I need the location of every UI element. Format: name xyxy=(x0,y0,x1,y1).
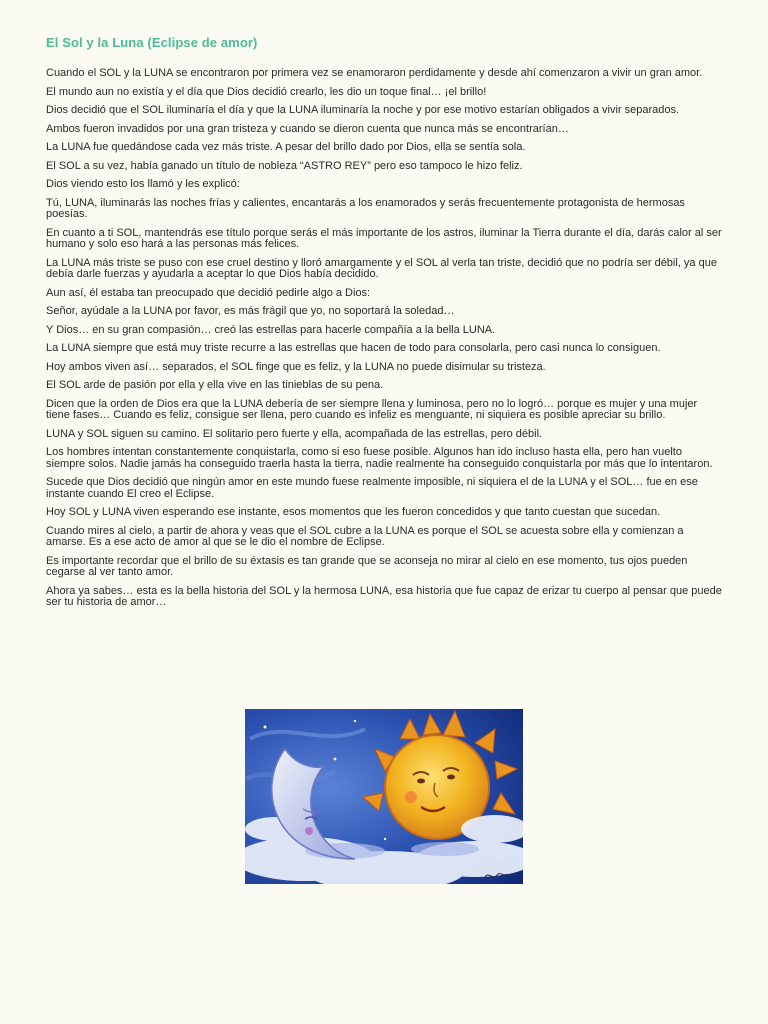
story-paragraph: Cuando el SOL y la LUNA se encontraron por primera vez se enamoraron perdidamente y desde ahí comenzaron a vivir un gran amor. xyxy=(46,67,703,79)
story-paragraph: Hoy ambos viven así… separados, el SOL finge que es feliz, y la LUNA no puede disimular su tristeza. xyxy=(46,360,546,373)
story-paragraph: La LUNA más triste se puso con ese cruel destino y lloró amargamente y el SOL al verla tan triste, decidió que no podría ser débil, ya que debía darle fuerzas y ayudarla a aceptar lo que Dios había decidido. xyxy=(46,256,717,280)
story-paragraph: Dicen que la orden de Dios era que la LUNA debería de ser siempre llena y luminosa, pero no lo logró… porque es mujer y una mujer tiene fases… Cuando es feliz, consigue ser llena, pero cuando es infeliz es menguante, ni siquiera es posible apreciar su brillo. xyxy=(46,397,698,421)
story-paragraph: Los hombres intentan constantemente conquistarla, como si eso fuese posible. Algunos han ido incluso hasta ella, pero han vuelto siempre solos. Nadie jamás ha conseguido traerla hasta la tierra, nadie realmente ha conseguido conquistarla por más que lo intentaron. xyxy=(46,446,713,470)
story-paragraph: La LUNA siempre que está muy triste recurre a las estrellas que hacen de todo para consolarla, pero casi nunca lo consiguen. xyxy=(46,342,661,354)
story-paragraph: Ahora ya sabes… esta es la bella historia del SOL y la hermosa LUNA, esa historia que fue capaz de erizar tu cuerpo al pensar que puede ser tu historia de amor… xyxy=(46,584,722,608)
story-paragraph: Sucede que Dios decidió que ningún amor en este mundo fuese realmente imposible, ni siquiera el de la LUNA y el SOL… fue en ese instante cuando El creo el Eclipse. xyxy=(46,476,698,500)
story-paragraph: Dios viendo esto los llamó y les explicó: xyxy=(46,178,240,190)
story-paragraph: Tú, LUNA, iluminarás las noches frías y calientes, encantarás a los enamorados y serás frecuentemente protagonista de hermosas poesías. xyxy=(46,196,685,220)
story-paragraph: Y Dios… en su gran compasión… creó las estrellas para hacerle compañía a la bella LUNA. xyxy=(46,323,496,336)
story-paragraph: En cuanto a ti SOL, mantendrás ese título porque serás el más importante de los astros, iluminar la Tierra durante el día, darás calor al ser humano y solo eso hará a las personas más felices. xyxy=(46,226,722,250)
story-paragraph: Señor, ayúdale a la LUNA por favor, es más frágil que yo, no soportará la soledad… xyxy=(46,305,455,317)
story-paragraph: El mundo aun no existía y el día que Dios decidió crearlo, les dio un toque final… ¡el brillo! xyxy=(46,85,487,98)
story-paragraph: Ambos fueron invadidos por una gran tristeza y cuando se dieron cuenta que nunca más se encontrarían… xyxy=(46,122,569,135)
story-paragraph: Cuando mires al cielo, a partir de ahora y veas que el SOL cubre a la LUNA es porque el SOL se acuesta sobre ella y comienzan a amarse. Es a ese acto de amor al que se le dio el nombre de Eclipse. xyxy=(46,524,684,548)
story-paragraph: Dios decidió que el SOL iluminaría el día y que la LUNA iluminaría la noche y por ese motivo estarían obligados a vivir separados. xyxy=(46,104,680,116)
sun-moon-painting xyxy=(245,709,523,884)
story-paragraph: Hoy SOL y LUNA viven esperando ese instante, esos momentos que les fueron concedidos y que tanto cuestan que sucedan. xyxy=(46,506,661,518)
story-text xyxy=(46,68,722,616)
story-paragraph: La LUNA fue quedándose cada vez más triste. A pesar del brillo dado por Dios, ella se sentía sola. xyxy=(46,141,526,153)
story-paragraph: El SOL a su vez, había ganado un título de nobleza “ASTRO REY” pero eso tampoco le hizo feliz. xyxy=(46,159,523,172)
story-paragraph: El SOL arde de pasión por ella y ella vive en las tinieblas de su pena. xyxy=(46,379,384,391)
story-paragraph: Es importante recordar que el brillo de su éxtasis es tan grande que se aconseja no mirar al cielo en ese momento, tus ojos pueden cegarse al ver tanto amor. xyxy=(46,554,688,578)
story-paragraph: Aun así, él estaba tan preocupado que decidió pedirle algo a Dios: xyxy=(46,286,371,299)
story-paragraph: LUNA y SOL siguen su camino. El solitario pero fuerte y ella, acompañada de las estrellas, pero débil. xyxy=(46,427,543,440)
page-title: El Sol y la Luna (Eclipse de amor) xyxy=(46,35,258,50)
